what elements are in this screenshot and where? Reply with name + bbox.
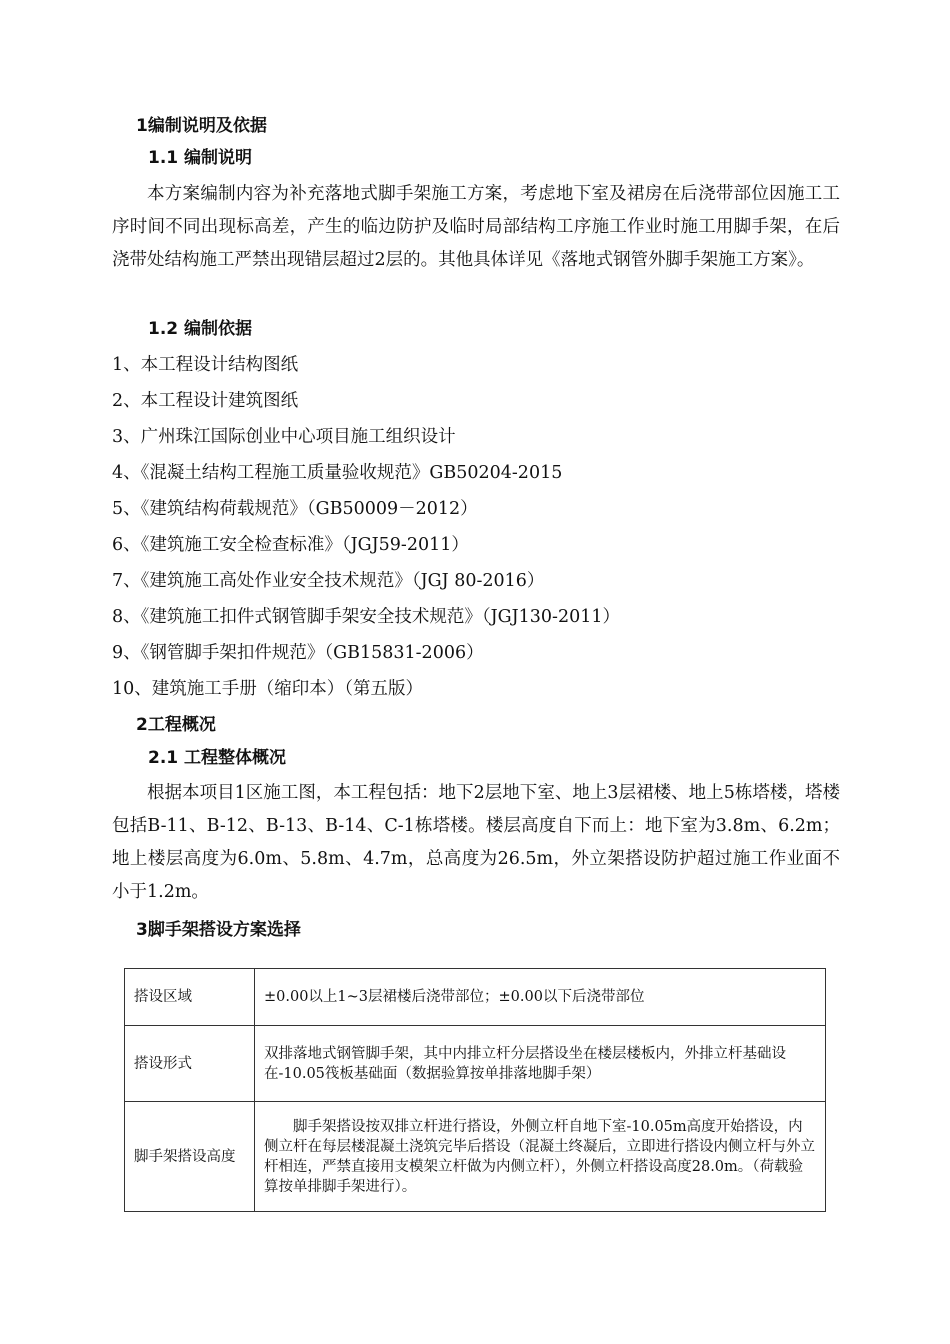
table-cell-key: 搭设区域	[125, 969, 255, 1026]
section-1-title: 1编制说明及依据	[136, 116, 267, 136]
table-row	[125, 1026, 826, 1102]
table-cell-value-text: 脚手架搭设按双排立杆进行搭设，外侧立杆自地下室-10.05m高度开始搭设，内侧立杆在每层楼混凝土浇筑完毕后搭设（混凝土终凝后，立即进行搭设内侧立杆与外立杆相连，严禁直接用支模架立杆做为内侧立杆），外侧立杆搭设高度28.0m。（荷载验算按单排脚手架进行）。	[264, 1118, 815, 1195]
table-cell-key: 脚手架搭设高度	[125, 1102, 255, 1212]
table-row	[125, 969, 826, 1026]
table-cell-value: 双排落地式钢管脚手架，其中内排立杆分层搭设坐在楼层楼板内，外排立杆基础设在-10.05筏板基础面（数据验算按单排落地脚手架）	[255, 1026, 826, 1102]
basis-item: 4、《混凝土结构工程施工质量验收规范》GB50204-2015	[112, 463, 563, 483]
section-1-1-title: 1.1 编制说明	[148, 148, 253, 168]
table-cell-value	[255, 1102, 826, 1212]
basis-item: 6、《建筑施工安全检查标准》（JGJ59-2011）	[112, 535, 469, 555]
section-1-2-title: 1.2 编制依据	[148, 319, 253, 339]
section-1-1-paragraph: 本方案编制内容为补充落地式脚手架施工方案，考虑地下室及裙房在后浇带部位因施工工序时间不同出现标高差，产生的临边防护及临时局部结构工序施工作业时施工用脚手架，在后浇带处结构施工严禁出现错层超过2层的。其他具体详见《落地式钢管外脚手架施工方案》。	[112, 184, 840, 270]
section-2-1-title: 2.1 工程整体概况	[148, 748, 287, 768]
table-cell-value: ±0.00以上1~3层裙楼后浇带部位；±0.00以下后浇带部位	[255, 969, 826, 1026]
basis-item: 9、《钢管脚手架扣件规范》（GB15831-2006）	[112, 643, 484, 663]
basis-item: 7、《建筑施工高处作业安全技术规范》（JGJ 80-2016）	[112, 571, 545, 591]
section-2-title: 2工程概况	[136, 715, 216, 735]
basis-item: 5、《建筑结构荷载规范》（GB50009－2012）	[112, 499, 478, 519]
scheme-table	[124, 968, 826, 1212]
section-2-1-paragraph: 根据本项目1区施工图，本工程包括：地下2层地下室、地上3层裙楼、地上5栋塔楼，塔楼包括B-11、B-12、B-13、B-14、C-1栋塔楼。楼层高度自下而上：地下室为3.8m、6.2m；地上楼层高度为6.0m、5.8m、4.7m，总高度为26.5m，外立架搭设防护超过施工作业面不小于1.2m。	[112, 783, 840, 902]
basis-item: 2、本工程设计建筑图纸	[112, 391, 299, 411]
basis-item: 1、本工程设计结构图纸	[112, 355, 299, 375]
table-row	[125, 1102, 826, 1212]
basis-item: 8、《建筑施工扣件式钢管脚手架安全技术规范》（JGJ130-2011）	[112, 607, 620, 627]
basis-item: 10、建筑施工手册（缩印本）（第五版）	[112, 679, 424, 699]
table-cell-key: 搭设形式	[125, 1026, 255, 1102]
section-3-title: 3脚手架搭设方案选择	[136, 920, 301, 940]
basis-item: 3、广州珠江国际创业中心项目施工组织设计	[112, 427, 456, 447]
